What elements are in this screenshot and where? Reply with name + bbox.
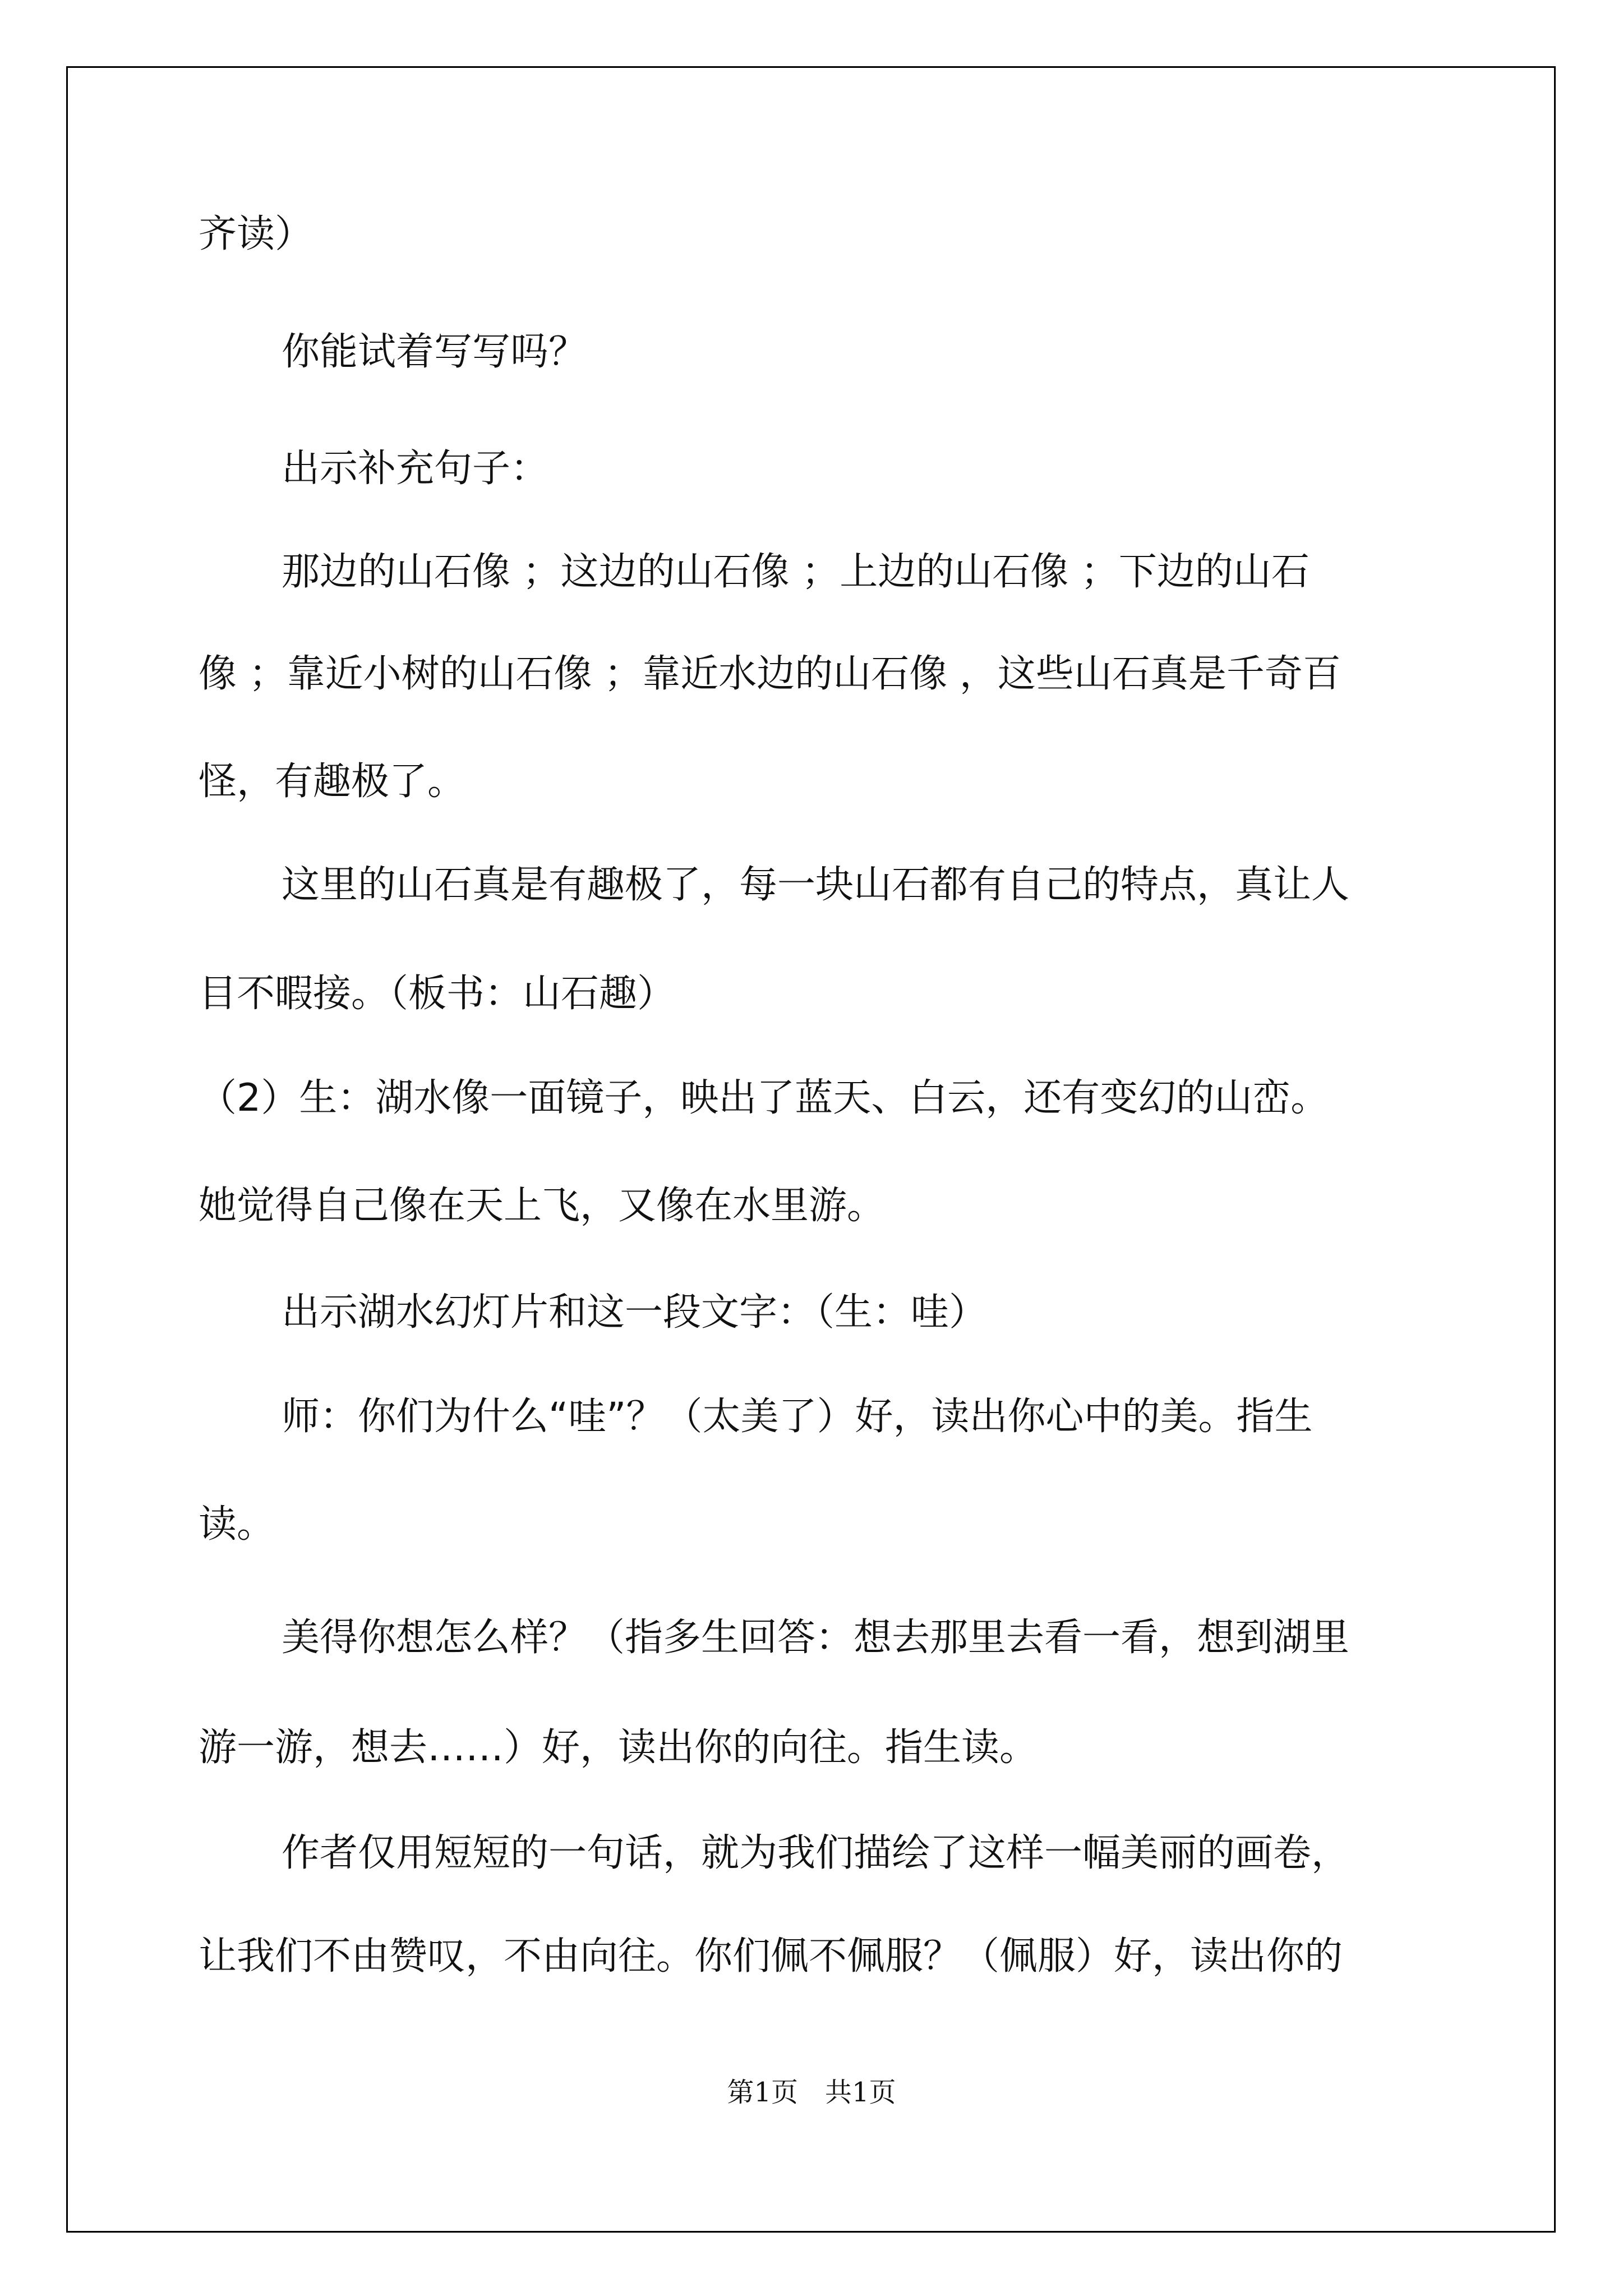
page-footer: 第1页 共1页 <box>727 2077 896 2108</box>
text-line: 美得你想怎么样？（指多生回答：想去那里去看一看，想到湖里 <box>282 1616 1350 1660</box>
text-line: 这里的山石真是有趣极了，每一块山石都有自己的特点，真让人 <box>282 863 1350 907</box>
text-line: 游一游，想去……）好，读出你的向往。指生读。 <box>199 1726 1038 1770</box>
text-line: 齐读） <box>199 212 313 256</box>
text-line: 目不暇接。（板书：山石趣） <box>199 972 676 1016</box>
text-line: 师：你们为什么“哇”？（太美了）好，读出你心中的美。指生 <box>282 1395 1313 1439</box>
text-line: 那边的山石像 ；这边的山石像 ；上边的山石像 ；下边的山石 <box>282 550 1310 594</box>
text-line: 你能试着写写吗？ <box>282 330 587 374</box>
text-line: 怪，有趣极了。 <box>199 760 466 804</box>
text-line: 读。 <box>199 1502 275 1547</box>
text-line: 作者仅用短短的一句话，就为我们描绘了这样一幅美丽的画卷， <box>282 1831 1350 1875</box>
text-line: 像 ；靠近小树的山石像 ；靠近水边的山石像 ，这些山石真是千奇百 <box>199 652 1341 696</box>
text-line: （2）生：湖水像一面镜子，映出了蓝天、白云，还有变幻的山峦。 <box>199 1076 1329 1120</box>
text-line: 她觉得自己像在天上飞，又像在水里游。 <box>199 1184 886 1228</box>
text-line: 出示补充句子： <box>282 447 549 491</box>
text-line: 出示湖水幻灯片和这一段文字：（生：哇） <box>282 1290 988 1335</box>
page-border <box>66 66 1556 2233</box>
text-line: 让我们不由赞叹，不由向往。你们佩不佩服？（佩服）好，读出你的 <box>199 1934 1343 1978</box>
